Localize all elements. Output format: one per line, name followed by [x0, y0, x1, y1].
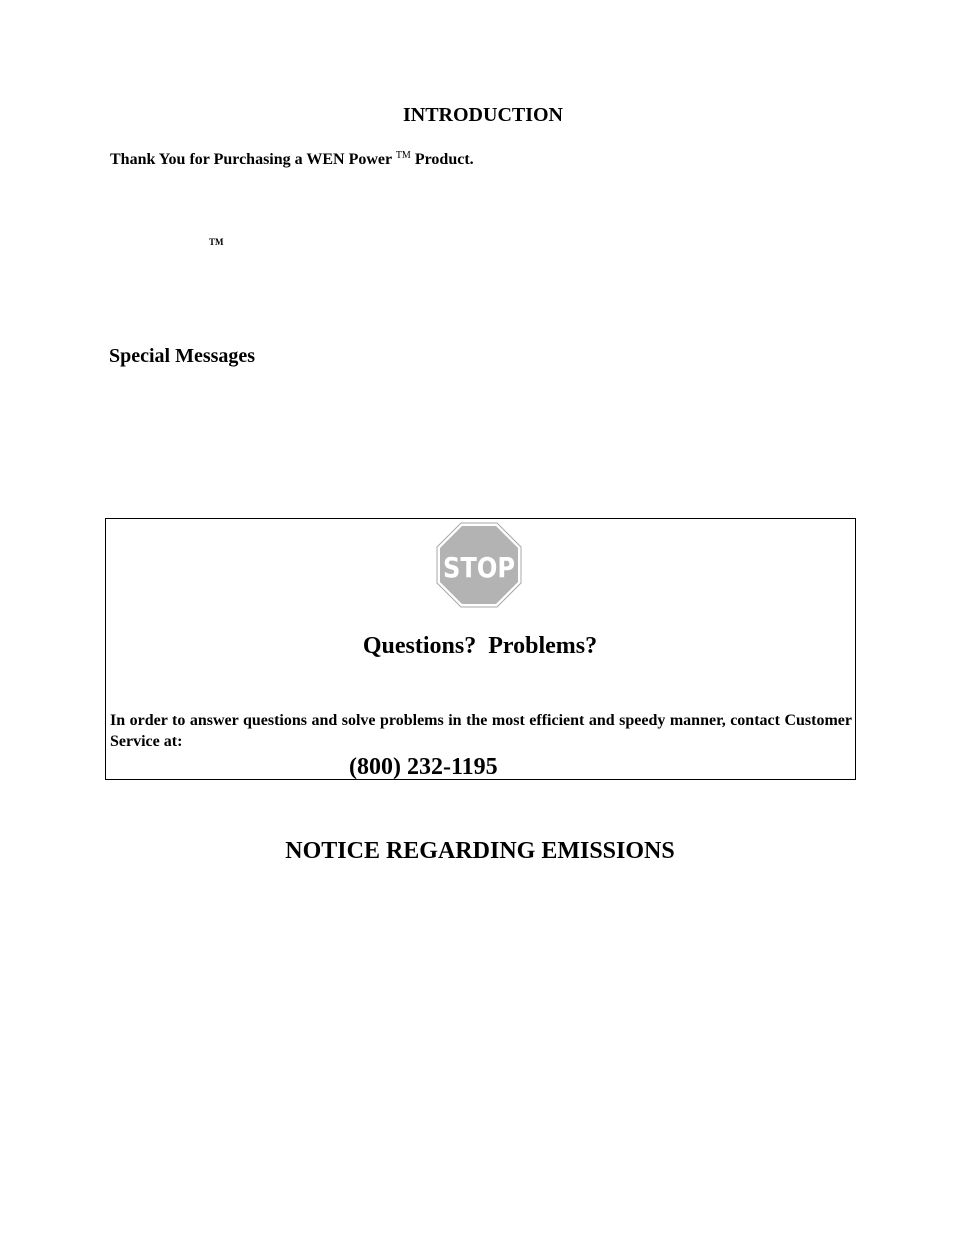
stop-sign-icon: [436, 522, 522, 608]
introduction-heading: INTRODUCTION: [402, 104, 564, 126]
customer-service-text: In order to answer questions and solve problems in the most efficient and speedy manner, contact Customer Service at:: [110, 712, 852, 750]
thank-you-text-end: Product.: [410, 151, 474, 168]
stop-sign-label: STOP: [443, 551, 515, 584]
trademark-mark: TM: [395, 150, 411, 161]
special-messages-heading: Special Messages: [109, 345, 256, 367]
stray-trademark-mark: TM: [209, 237, 224, 247]
thank-you-line: [110, 150, 474, 172]
customer-service-phone: (800) 232-1195: [349, 754, 498, 780]
questions-problems-heading: Questions? Problems?: [362, 633, 598, 659]
emissions-notice-heading: NOTICE REGARDING EMISSIONS: [285, 838, 675, 864]
thank-you-text-start: Thank You for Purchasing a WEN Power: [110, 151, 396, 168]
